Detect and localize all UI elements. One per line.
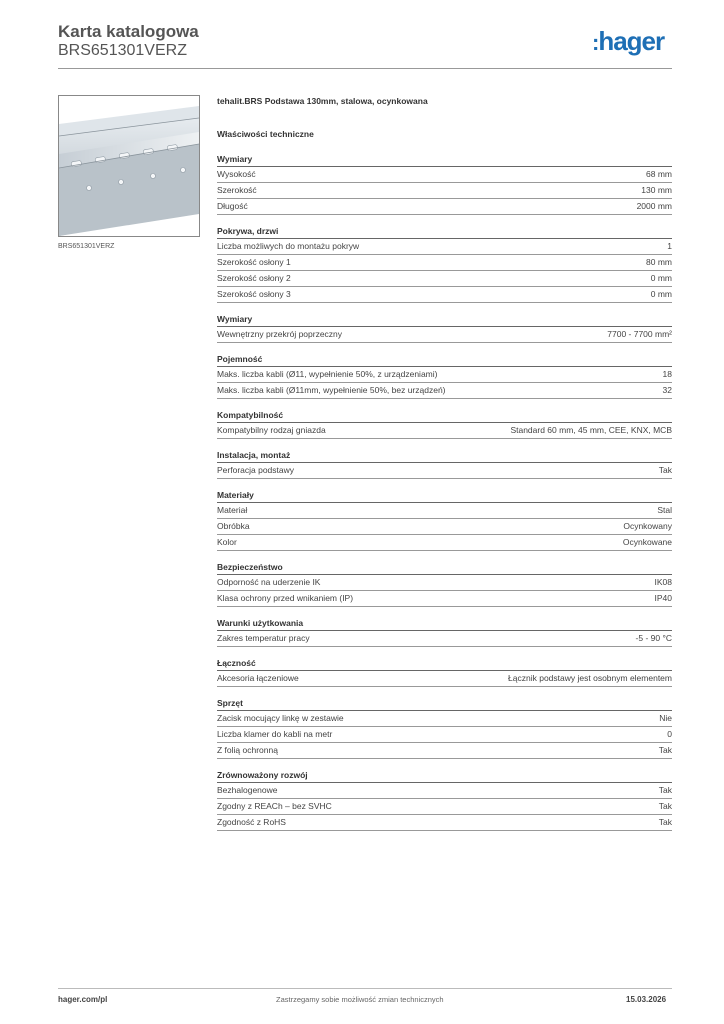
spec-label: Długość bbox=[217, 201, 248, 211]
spec-label: Perforacja podstawy bbox=[217, 465, 295, 475]
hager-logo: :hager bbox=[592, 26, 665, 56]
spec-value: Tak bbox=[658, 745, 672, 755]
spec-group-title: Instalacja, montaż bbox=[217, 449, 672, 463]
spec-label: Obróbka bbox=[217, 521, 250, 531]
spec-label: Akcesoria łączeniowe bbox=[217, 673, 299, 683]
spec-label: Zgodny z REACh – bez SVHC bbox=[217, 801, 332, 811]
product-description: tehalit.BRS Podstawa 130mm, stalowa, ocynkowana bbox=[217, 96, 428, 106]
spec-row bbox=[217, 287, 672, 303]
spec-value: 130 mm bbox=[641, 185, 672, 195]
spec-group-title: Warunki użytkowania bbox=[217, 617, 672, 631]
spec-row bbox=[217, 743, 672, 759]
spec-value: -5 - 90 °C bbox=[635, 633, 672, 643]
spec-group bbox=[217, 769, 672, 831]
spec-group bbox=[217, 617, 672, 647]
spec-row bbox=[217, 535, 672, 551]
spec-group bbox=[217, 489, 672, 551]
spec-group-title: Wymiary bbox=[217, 313, 672, 327]
spec-value: Stal bbox=[657, 505, 672, 515]
spec-label: Klasa ochrony przed wnikaniem (IP) bbox=[217, 593, 354, 603]
spec-row bbox=[217, 815, 672, 831]
spec-label: Liczba możliwych do montażu pokryw bbox=[217, 241, 360, 251]
spec-row bbox=[217, 183, 672, 199]
spec-row bbox=[217, 671, 672, 687]
image-caption: BRS651301VERZ bbox=[58, 243, 115, 250]
spec-row bbox=[217, 463, 672, 479]
footer-website[interactable]: hager.com/pl bbox=[58, 995, 108, 1004]
spec-value: 2000 mm bbox=[636, 201, 672, 211]
footer-date: 15.03.2026 bbox=[626, 995, 667, 1004]
spec-group bbox=[217, 561, 672, 607]
spec-label: Zakres temperatur pracy bbox=[217, 633, 310, 643]
spec-label: Z folią ochronną bbox=[217, 745, 278, 755]
spec-group-title: Bezpieczeństwo bbox=[217, 561, 672, 575]
spec-group-title: Materiały bbox=[217, 489, 672, 503]
spec-row bbox=[217, 327, 672, 343]
spec-value: Ocynkowane bbox=[622, 537, 672, 547]
spec-group-title: Łączność bbox=[217, 657, 672, 671]
spec-value: Standard 60 mm, 45 mm, CEE, KNX, MCB bbox=[510, 425, 672, 435]
spec-row bbox=[217, 503, 672, 519]
spec-group bbox=[217, 353, 672, 399]
spec-label: Szerokość osłony 2 bbox=[217, 273, 291, 283]
spec-value: Tak bbox=[658, 465, 672, 475]
spec-value: Tak bbox=[658, 785, 672, 795]
spec-label: Kompatybilny rodzaj gniazda bbox=[217, 425, 326, 435]
spec-group-title: Pojemność bbox=[217, 353, 672, 367]
footer-disclaimer: Zastrzegamy sobie możliwość zmian technicznych bbox=[276, 995, 444, 1004]
spec-groups bbox=[217, 153, 672, 831]
spec-content bbox=[217, 95, 672, 831]
spec-row bbox=[217, 519, 672, 535]
spec-label: Maks. liczba kabli (Ø11mm, wypełnienie 50%, bez urządzeń) bbox=[217, 385, 446, 395]
spec-label: Maks. liczba kabli (Ø11, wypełnienie 50%, z urządzeniami) bbox=[217, 369, 438, 379]
spec-value: 32 bbox=[662, 385, 672, 395]
spec-row bbox=[217, 423, 672, 439]
spec-group bbox=[217, 153, 672, 215]
header-divider bbox=[58, 68, 672, 69]
spec-value: 0 bbox=[667, 729, 672, 739]
spec-value: Łącznik podstawy jest osobnym elementem bbox=[508, 673, 672, 683]
spec-label: Materiał bbox=[217, 505, 248, 515]
spec-value: 7700 - 7700 mm² bbox=[607, 329, 672, 339]
spec-label: Szerokość bbox=[217, 185, 257, 195]
spec-value: 18 bbox=[662, 369, 672, 379]
spec-value: IK08 bbox=[654, 577, 672, 587]
spec-group-title: Pokrywa, drzwi bbox=[217, 225, 672, 239]
spec-group bbox=[217, 657, 672, 687]
spec-group bbox=[217, 225, 672, 303]
spec-row bbox=[217, 167, 672, 183]
spec-value: Ocynkowany bbox=[623, 521, 672, 531]
spec-value: 68 mm bbox=[646, 169, 672, 179]
spec-row bbox=[217, 783, 672, 799]
spec-row bbox=[217, 383, 672, 399]
spec-row bbox=[217, 727, 672, 743]
spec-label: Odporność na uderzenie IK bbox=[217, 577, 321, 587]
document-header bbox=[58, 22, 199, 60]
product-code: BRS651301VERZ bbox=[58, 42, 187, 59]
technical-properties-heading: Właściwości techniczne bbox=[217, 129, 314, 139]
spec-value: 0 mm bbox=[650, 273, 672, 283]
spec-row bbox=[217, 711, 672, 727]
spec-group bbox=[217, 449, 672, 479]
spec-label: Wysokość bbox=[217, 169, 256, 179]
spec-value: IP40 bbox=[654, 593, 672, 603]
cable-trunking-image bbox=[59, 96, 199, 236]
spec-value: 0 mm bbox=[650, 289, 672, 299]
spec-row bbox=[217, 631, 672, 647]
product-image bbox=[58, 95, 200, 237]
spec-value: 1 bbox=[667, 241, 672, 251]
spec-group bbox=[217, 409, 672, 439]
spec-group bbox=[217, 697, 672, 759]
spec-value: 80 mm bbox=[646, 257, 672, 267]
spec-value: Tak bbox=[658, 801, 672, 811]
spec-row bbox=[217, 199, 672, 215]
spec-row bbox=[217, 575, 672, 591]
spec-row bbox=[217, 271, 672, 287]
spec-group-title: Wymiary bbox=[217, 153, 672, 167]
spec-row bbox=[217, 799, 672, 815]
spec-row bbox=[217, 255, 672, 271]
spec-row bbox=[217, 367, 672, 383]
spec-label: Szerokość osłony 1 bbox=[217, 257, 291, 267]
footer-divider bbox=[58, 988, 672, 989]
spec-value: Tak bbox=[658, 817, 672, 827]
spec-value: Nie bbox=[659, 713, 672, 723]
spec-row bbox=[217, 239, 672, 255]
spec-label: Zacisk mocujący linkę w zestawie bbox=[217, 713, 344, 723]
spec-group-title: Sprzęt bbox=[217, 697, 672, 711]
spec-row bbox=[217, 591, 672, 607]
spec-label: Zgodność z RoHS bbox=[217, 817, 286, 827]
spec-group bbox=[217, 313, 672, 343]
spec-group-title: Kompatybilność bbox=[217, 409, 672, 423]
spec-label: Liczba klamer do kabli na metr bbox=[217, 729, 333, 739]
spec-group-title: Zrównoważony rozwój bbox=[217, 769, 672, 783]
spec-label: Kolor bbox=[217, 537, 237, 547]
spec-label: Wewnętrzny przekrój poprzeczny bbox=[217, 329, 343, 339]
spec-label: Bezhalogenowe bbox=[217, 785, 278, 795]
document-title: Karta katalogowa bbox=[58, 22, 199, 41]
spec-label: Szerokość osłony 3 bbox=[217, 289, 291, 299]
